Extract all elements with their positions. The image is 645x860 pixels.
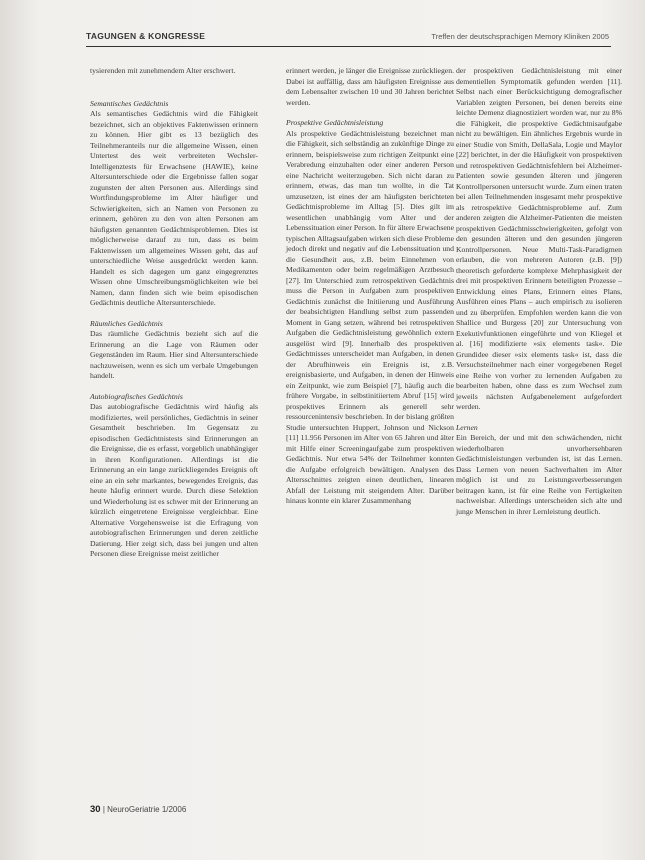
running-title: Treffen der deutschsprachigen Memory Kliniken 2005 (431, 31, 609, 41)
section-label: TAGUNGEN & KONGRESSE (86, 31, 206, 41)
footer-separator: | (102, 805, 108, 814)
paragraph: der prospektiven Gedächtnisleistung mit einer dementiellen Symptomatik gefunden werden [11]. Selbst nach einer Berücksichtigung demografischer Variablen zeigten Personen, bei denen bereits eine leichte Demenz diagnostiziert worden war, nur zu 8% die Fähigkeit, die prospektive Gedächtnisaufgabe nicht zu bewältigen. Ein ähnliches Ergebnis wurde in einer Studie von Smith, DellaSala, Logie und Maylor [22] berichtet, in der die Häufigkeit von prospektiven und retrospektiven Gedächtnisfehlern bei Alzheimer-Patienten sowie gesunden älteren und jüngeren Kontrollpersonen untersucht wurde. Zum einen traten bei allen Teilnehmenden insgesamt mehr prospektive als retrospektive Gedächtnisprobleme auf. Zum anderen zeigten die Alzheimer-Patienten die meisten prospektiven Gedächtnisschwierigkeiten, gefolgt von den gesunden älteren und den gesunden jüngeren Kontrollpersonen. Neue Multi-Task-Paradigmen erlauben, die von mehreren Autoren (z.B. [9]) theoretisch geforderte komplexe Mehrphasigkeit der drei mit prospektiven Erinnern beteiligten Prozesse – Entwicklung eines Plans, Erinnern eines Plans, Ausführen eines Plans – auch empirisch zu isolieren und zu überprüfen. Empfohlen werden kann die von Shallice und Burgess [20] zur Untersuchung von Exekutivfunktionen eingeführte und von Kliegel et al. [16] modifizierte »six elements task«. Die Grundidee dieser »six elements task« ist, dass die Versuchsteilnehmer nach einer vorgegebenen Regel eine Reihe von vorher zu lernenden Aufgaben zu bearbeiten haben, ohne dass es zum Wechsel zum jeweils nächsten Aufgabenelement aufgefordert werden. (456, 66, 622, 411)
paragraph: erinnert werden, je länger die Ereignisse zurückliegen. Dabei ist auffällig, dass am häufigsten Ereignisse aus dem Lebensalter zwischen 10 und 30 Jahren berichtet werden. (286, 66, 454, 107)
paragraph: tysierenden mit zunehmendem Alter erschwert. (90, 66, 236, 75)
subheading: Semantisches Gedächtnis (90, 98, 169, 108)
page-number: 30 (90, 804, 101, 815)
text-column-3 (456, 66, 622, 517)
paragraph: Als prospektive Gedächtnisleistung bezeichnet man die Fähigkeit, sich selbständig an zukünftige Dinge zu erinnern, beispielsweise zum richtigen Zeitpunkt eine Verabredung einzuhalten oder einer anderen Person eine Nachricht weiterzugeben. Sich nicht daran zu erinnern, etwas, das man tun wollte, in die Tat umzusetzen, ist eines der am häufigsten berichteten Gedächtnisprobleme im Alltag [5]. Dies gilt im wesentlichen unabhängig vom Alter und der Lebenssituation einer Person. In für ältere Erwachsene typischen Alltagsaufgaben wirken sich diese Probleme jedoch direkt und negativ auf die Lebenssituation und die Gesundheit aus, z.B. beim Einnehmen von Medikamenten oder beim regelmäßigen Arztbesuch [27]. Im Unterschied zum retrospektiven Gedächtnis muss die Person in Aufgaben zum prospektiven Gedächtnis zunächst die Initiierung und Ausführung der beabsichtigten Handlung selbst zum passenden Moment in Gang setzen, während bei retrospektiven Aufgaben die Gedächtnisleistung gewöhnlich extern ausgelöst wird [9]. Innerhalb des prospektiven Gedächtnisses unterscheidet man Aufgaben, in denen der Abrufhinweis ein Ereignis ist, z.B. ereignisbasierte, und Aufgaben, in denen der Hinweis ein Zeitpunkt, wie zum Beispiel [7], häufig auch die frühere Vorgabe, in selbstinitiiertem Abruf [15] wird prospektives Erinnern als generell sehr ressourcenintensiv beschrieben. In der bislang größten Studie untersuchten Huppert, Johnson und Nickson [11] 11.956 Personen im Alter von 65 Jahren und älter mit Hilfe einer Screeningaufgabe zum prospektiven Gedächtnis. Nur etwa 54% der Teilnehmer konnten die Aufgabe erfolgreich bewältigen. Analysen des Altersschnittes zeigten einen deutlichen, linearen Abfall der Leistung mit steigendem Alter. Darüber hinaus konnte ein klarer Zusammenhang (286, 128, 455, 505)
subheading: Prospektive Gedächtnisleistung (286, 118, 384, 127)
subheading: Räumliches Gedächtnis (90, 318, 163, 328)
subheading: Autobiografisches Gedächtnis (90, 391, 183, 401)
page-footer (90, 804, 186, 815)
text-column-2 (286, 66, 454, 507)
paragraph: Als semantisches Gedächtnis wird die Fähigkeit bezeichnet, sich an objektives Faktenwissen erinnern zu können. Hier gibt es 13 bezüglich des Teilnehmeranteils nur die allgemeine Wissen, einen Untertest des weit verbreiteten Wechsler-Intelligenztests für Erwachsene (HAWIE), keine Altersunterschiede oder die Ergebnisse fallen sogar zugunsten der alten Personen aus. Allerdings sind Wortfindungsprobleme im Alter häufiger und Schwierigkeiten, sich an Namen von Personen zu erinnern, gehören zu den von alten Personen am häufigsten genannten Gedächtnisproblemen. Dies ist möglicherweise darauf zu tun, dass es beim Faktenwissen um allgemeines Wissen geht, das auf unterschiedliche Weise ausgedrückt werden kann. Handelt es sich dagegen um ganz eingegrenztes Wissen ohne Umschreibungsmöglichkeiten wie bei Namen, dann finden sich wie beim episodischen Gedächtnis deutliche Altersunterschiede. (90, 109, 258, 307)
page-header (86, 28, 609, 44)
paragraph: Das räumliche Gedächtnis bezieht sich auf die Erinnerung an die Lage von Räumen oder Gegenständen im Raum. Hier sind Altersunterschiede nachzuweisen, wenn es sich um verbale Umgebungen handelt. (90, 329, 258, 380)
header-rule (86, 46, 611, 47)
subheading: Lernen (456, 422, 478, 432)
paragraph: Ein Bereich, der und mit den schwächenden, nicht wiederholbaren unvorhersehbaren Gedächtnisleistungen verbunden ist, ist das Lernen. Dass Lernen von neuen Sachverhalten im Alter möglich ist und zu Leistungsverbesserungen beitragen kann, ist für eine Reihe von Fertigkeiten nachweisbar. Allerdings unterscheiden sich alte und junge Menschen in ihrer Lernleistung deutlich. (456, 433, 622, 516)
journal-name: NeuroGeriatrie 1/2006 (107, 805, 187, 814)
text-column-1 (90, 66, 258, 560)
paragraph: Das autobiografische Gedächtnis wird häufig als modifiziertes, weil persönliches, Gedächtnis in seiner Gesamtheit beschrieben. Im Gegensatz zu episodischen Gedächtnistests sind Erinnerungen an die Ereignisse, die es erfasst, vorgeblich unabhängiger in ihren Konfigurationen. Allerdings ist die Erinnerung an ein lange zurückliegendes Ereignis oft eine an ein sehr markantes, bewegendes Ereignis, das heute häufig erinnert wurde. Durch diese Selektion und Wiederholung ist es schwer mit der Erinnerung an kürzlich eingetretene Ereignisse vergleichbar. Eine Alternative Vorgehensweise ist die Erfragung von autobiografischen Erinnerungen und deren zeitliche Datierung. Hier zeigt sich, dass bei jungen und alten Personen diese Ereignisse meist zeitlicher (90, 402, 258, 558)
